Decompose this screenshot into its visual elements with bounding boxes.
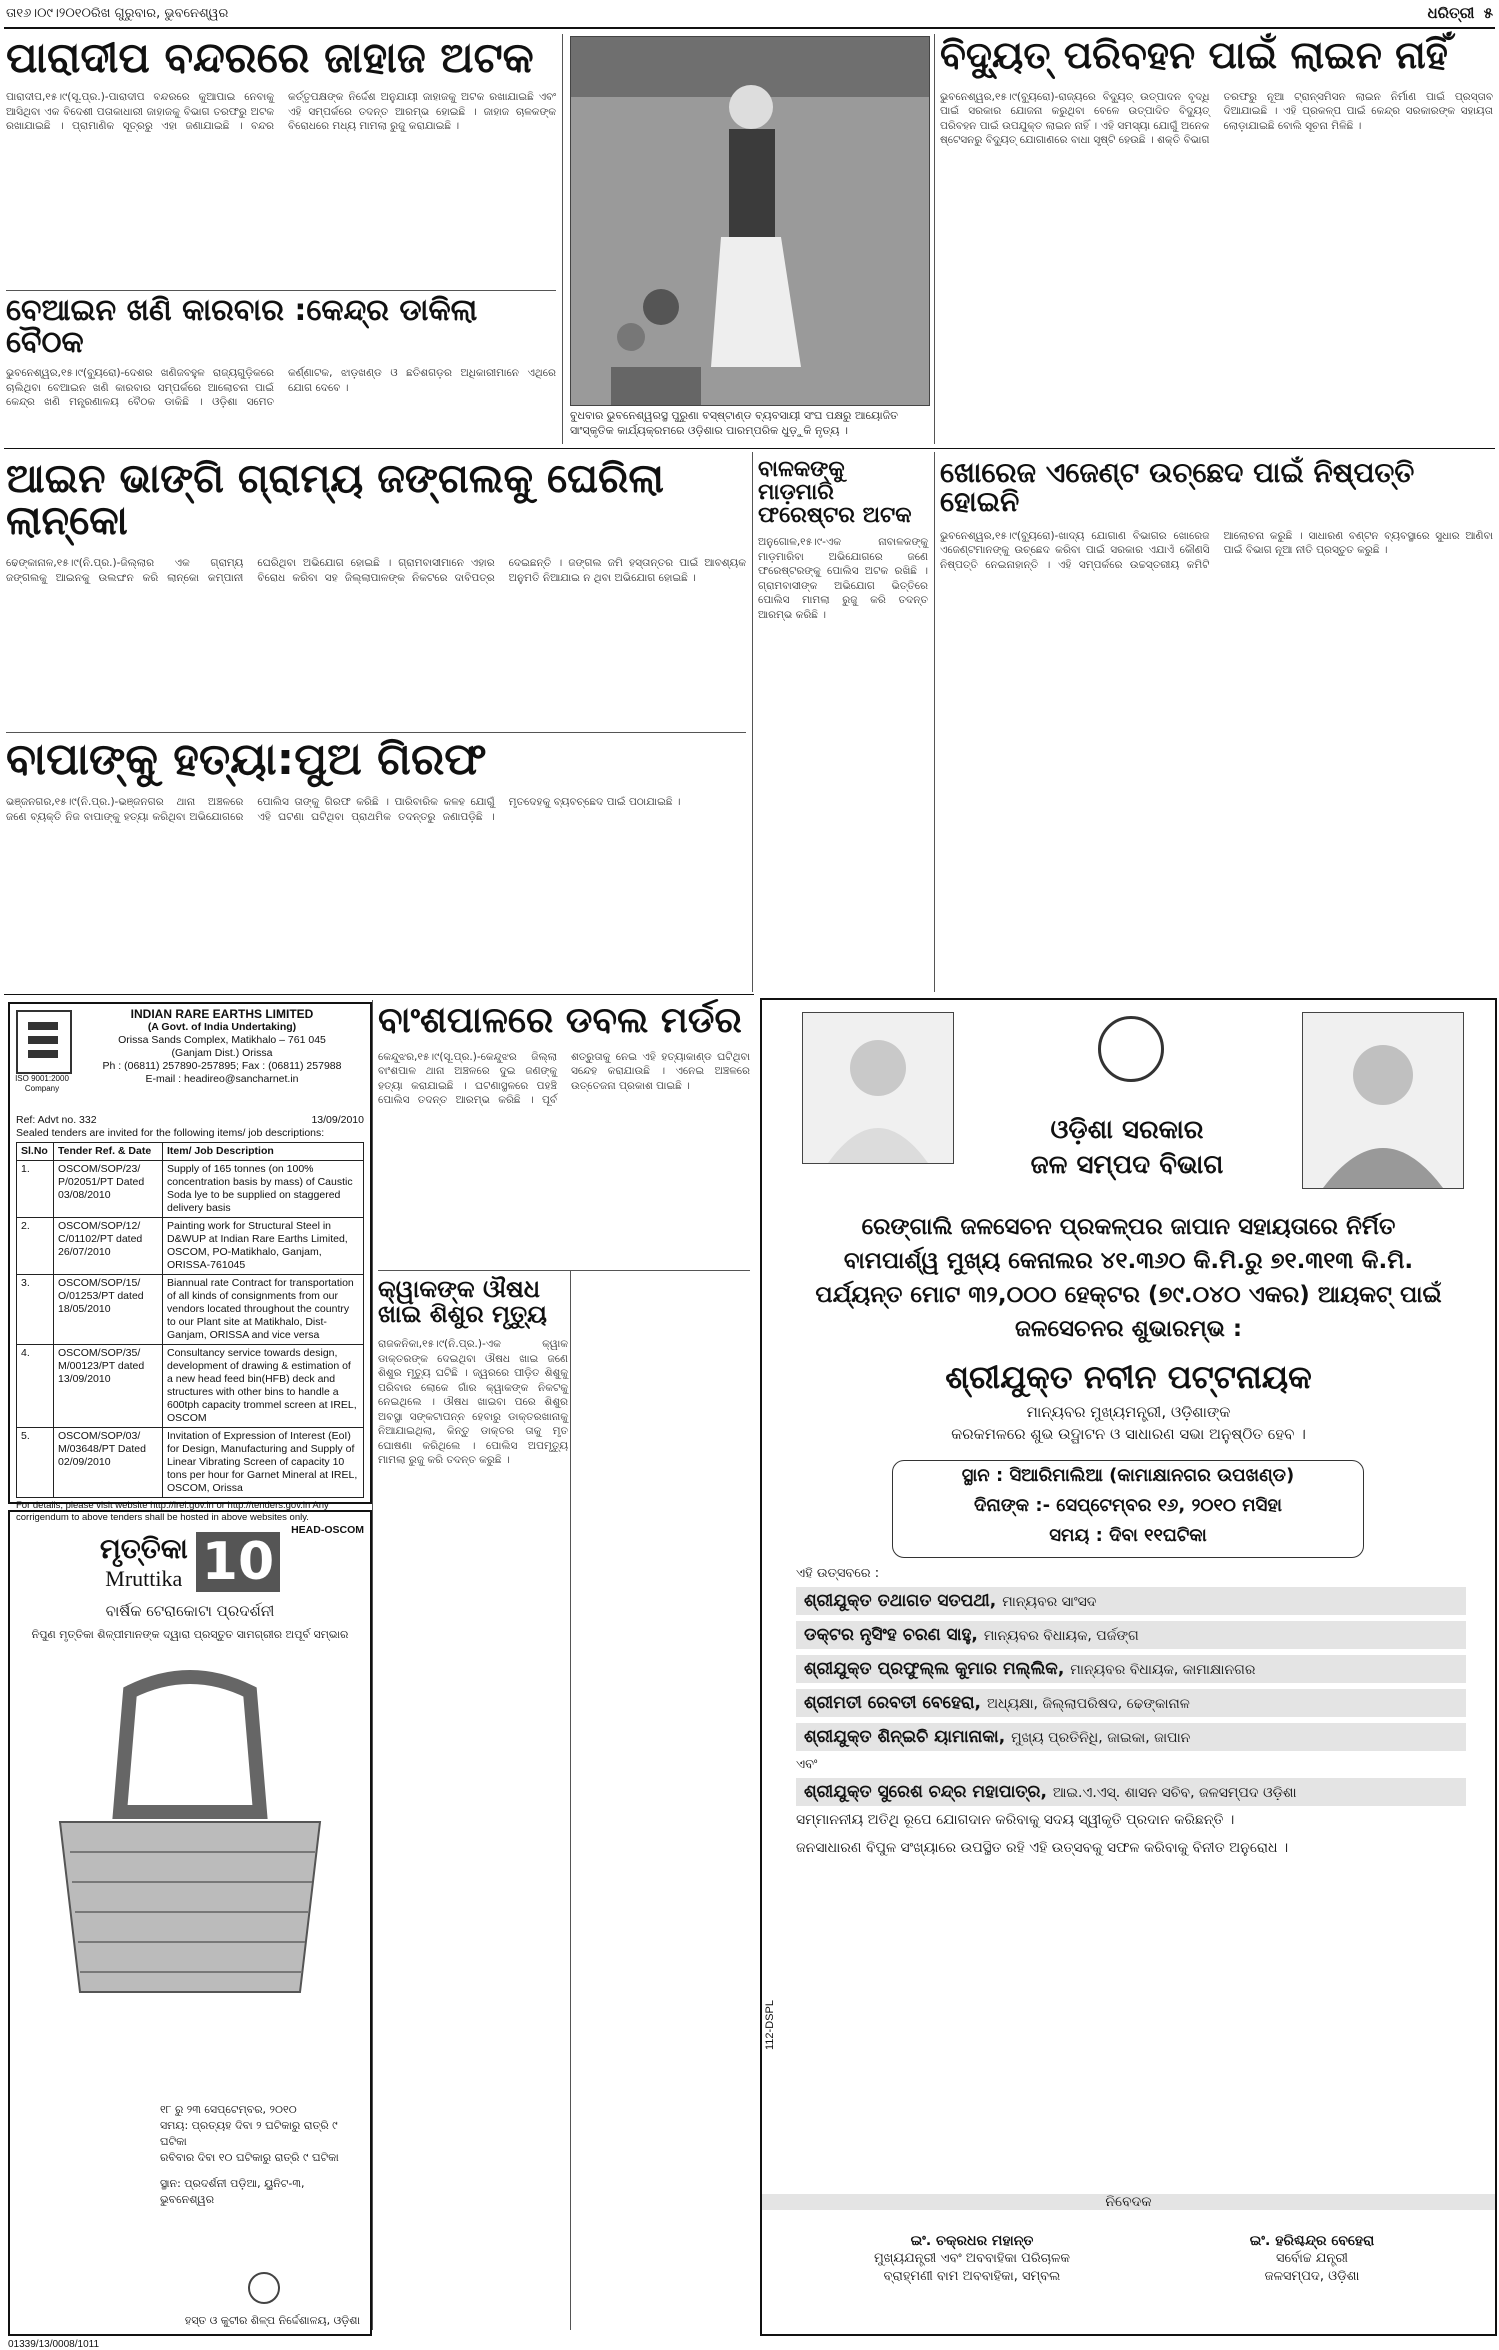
ad-code: 112-DSPL bbox=[764, 2000, 776, 2050]
article-body: ଢେଙ୍କାନାଳ,୧୫।୯(ନି.ପ୍ର.)-ଜିଲ୍ଲାର ଏକ ଗ୍ରାମ୍ୟ ଜଙ୍ଗଲକୁ ଆଇନକୁ ଉଲଙ୍ଘନ କରି ଲାନ୍କୋ କମ୍ପାନୀ ଘେରିଥିବା ଅଭିଯୋଗ ହୋଇଛି । ଗ୍ରାମବାସୀମାନେ ଏହାର ବିରୋଧ କରିବା ସହ ଜିଲ୍ଲାପାଳଙ୍କ ନିକଟରେ ଦାବିପତ୍ର ଦେଇଛନ୍ତି । ଜଙ୍ଗଲ ଜମି ହସ୍ତାନ୍ତର ପାଇଁ ଆବଶ୍ୟକ ଅନୁମତି ନିଆଯାଇ ନ ଥିବା ଅଭିଯୋଗ ହୋଇଛି । bbox=[6, 557, 746, 584]
official-photo bbox=[1302, 1012, 1464, 1189]
headline: ଆଇନ ଭାଙ୍ଗି ଗ୍ରାମ୍ୟ ଜଙ୍ଗଲକୁ ଘେରିଲା ଲାନ୍କୋ bbox=[6, 456, 664, 544]
ire-tender-ad bbox=[8, 1002, 372, 1536]
masthead-rule bbox=[4, 27, 1495, 29]
table-cell: 1. bbox=[17, 1161, 54, 1218]
iso-label: ISO 9001:2000 Company bbox=[15, 1074, 69, 1093]
mruttika-time: ସମୟ: ପ୍ରତ୍ୟହ ଦିବା ୨ ଘଟିକାରୁ ରାତ୍ରି ୯ ଘଟିକା bbox=[160, 2119, 338, 2148]
guest-row bbox=[796, 1778, 1466, 1806]
project-line-3: ପର୍ଯ୍ୟନ୍ତ ମୋଟ ୩୨,୦୦୦ ହେକ୍ଟର (୭୯.୦୪୦ ଏକର) ଆୟକଟ୍ ପାଇଁ bbox=[815, 1282, 1442, 1308]
paper-title: ଧରିତ୍ରୀ bbox=[1427, 4, 1475, 22]
guest-row bbox=[796, 1587, 1466, 1615]
guest-role: ମାନ୍ୟବର ବିଧାୟକ, ପର୍ଜଙ୍ଗ bbox=[983, 1628, 1139, 1644]
headline: ଖୋରେଜ ଏଜେଣ୍ଟ ଉଚ୍ଛେଦ ପାଇଁ ନିଷ୍ପତ୍ତି ହୋଇନି bbox=[940, 456, 1415, 519]
guest-role: ଅଧ୍ୟକ୍ଷା, ଜିଲ୍ଲାପରିଷଦ, ଢେଙ୍କାନାଳ bbox=[986, 1696, 1190, 1712]
table-cell: Painting work for Structural Steel in D&WUP at Indian Rare Earths Limited, OSCOM, PO-Matikhalo, Ganjam, ORISSA-761045 bbox=[163, 1218, 364, 1275]
table-cell: OSCOM/SOP/23/ P/02051/PT Dated 03/08/2010 bbox=[54, 1161, 163, 1218]
ire-phone: Ph : (06811) 257890-257895; Fax : (06811) 257988 bbox=[102, 1060, 342, 1072]
project-line-2: ବାମପାର୍ଶ୍ୱ ମୁଖ୍ୟ କେନାଲର ୪୧.୩୬୦ କି.ମି.ରୁ ୭୧.୩୧୩ କି.ମି. bbox=[843, 1248, 1414, 1274]
ire-address-2: (Ganjam Dist.) Orissa bbox=[171, 1047, 273, 1059]
guest-name: ଶ୍ରୀଯୁକ୍ତ ତଥାଗତ ସତପଥୀ, bbox=[804, 1591, 997, 1611]
signatory-2-name: ଇଂ. ହରିଶ୍ଚନ୍ଦ୍ର ବେହେରା bbox=[1249, 2233, 1375, 2249]
table-cell: 4. bbox=[17, 1345, 54, 1428]
cm-line: କରକମଳରେ ଶୁଭ ଉଦ୍ଘାଟନ ଓ ସାଧାରଣ ସଭା ଅନୁଷ୍ଠିତ ହେବ । bbox=[951, 1425, 1306, 1443]
table-cell: Supply of 165 tonnes (on 100% concentration basis by mass) of Caustic Soda lye to be supplied on staggered delivery basis bbox=[163, 1161, 364, 1218]
table-cell: Consultancy service towards design, development of drawing & estimation of a new head feed bin(HFB) deck and structures with other bins to handle a 600tph capacity trommel screen at IREL, OSCOM bbox=[163, 1345, 364, 1428]
article-body: ଭୁବନେଶ୍ୱର,୧୫।୯(ବ୍ୟୁରୋ)-ରାଜ୍ୟରେ ବିଦ୍ୟୁତ୍ ଉତ୍ପାଦନ ବୃଦ୍ଧି ପାଇଁ ସରକାର ଯୋଜନା କରୁଥିବା ବେଳେ ଉତ୍ପାଦିତ ବିଦ୍ୟୁତ୍ ପରିବହନ ପାଇଁ ଉପଯୁକ୍ତ ଲାଇନ ନାହିଁ । ଏହି ସମସ୍ୟା ଯୋଗୁଁ ଅନେକ ଷ୍ଟେସନରୁ ବିଦ୍ୟୁତ୍ ଯୋଗାଣରେ ବାଧା ସୃଷ୍ଟି ହେଉଛି । ଶକ୍ତି ବିଭାଗ ତରଫରୁ ନୂଆ ଟ୍ରାନ୍ସମିସନ ଲାଇନ ନିର୍ମାଣ ପାଇଁ ପ୍ରସ୍ତାବ ଦିଆଯାଇଛି । ଏହି ପ୍ରକଳ୍ପ ପାଇଁ କେନ୍ଦ୍ର ସରକାରଙ୍କ ସହାୟତା ଲୋଡ଼ାଯାଇଛି ବୋଲି ସୂଚନା ମିଳିଛି । bbox=[940, 90, 1493, 147]
cm-portrait bbox=[803, 1013, 953, 1163]
guest-row bbox=[796, 1655, 1466, 1683]
dance-photo bbox=[570, 36, 930, 406]
mruttika-ad bbox=[8, 1510, 372, 2350]
nivedak-label: ନିବେଦକ bbox=[762, 2194, 1495, 2210]
article-body: ଅନୁଗୋଳ,୧୫।୯-ଏକ ନାବାଳକଙ୍କୁ ମାଡ଼ମାରିବା ଅଭିଯୋଗରେ ଜଣେ ଫରେଷ୍ଟରଙ୍କୁ ପୋଲିସ ଅଟକ ରଖିଛି । ଗ୍ରାମବାସୀଙ୍କ ଅଭିଯୋଗ ଭିତ୍ତିରେ ପୋଲିସ ମାମଲା ରୁଜୁ କରି ତଦନ୍ତ ଆରମ୍ଭ କରିଛି । bbox=[758, 536, 928, 621]
mruttika-subtag: ନିପୁଣ ମୃତ୍ତିକା ଶିଳ୍ପୀମାନଙ୍କ ଦ୍ୱାରା ପ୍ରସ୍ତୁତ ସାମଗ୍ରୀର ଅପୂର୍ବ ସମ୍ଭାର bbox=[31, 1628, 349, 1641]
ire-intro: Sealed tenders are invited for the following items/ job descriptions: bbox=[16, 1127, 325, 1139]
table-cell: 5. bbox=[17, 1428, 54, 1498]
article-body: ଭୁବନେଶ୍ୱର,୧୫।୯(ବ୍ୟୁରୋ)-ଖାଦ୍ୟ ଯୋଗାଣ ବିଭାଗର ଖୋରେଜ ଏଜେଣ୍ଟମାନଙ୍କୁ ଉଚ୍ଛେଦ କରିବା ପାଇଁ ସରକାର ଏଯାଏଁ କୌଣସି ନିଷ୍ପତ୍ତି ନେଇନାହାନ୍ତି । ଏହି ସମ୍ପର୍କରେ ଉଚ୍ଚସ୍ତରୀୟ କମିଟି ଆଲୋଚନା କରୁଛି । ସାଧାରଣ ବଣ୍ଟନ ବ୍ୟବସ୍ଥାରେ ସୁଧାର ଆଣିବା ପାଇଁ ବିଭାଗ ନୂଆ ନୀତି ପ୍ରସ୍ତୁତ କରୁଛି । bbox=[940, 529, 1493, 571]
ire-logo-icon bbox=[18, 1012, 70, 1072]
table-cell: OSCOM/SOP/35/ M/00123/PT dated 13/09/2010 bbox=[54, 1345, 163, 1428]
article-lanco bbox=[6, 458, 746, 728]
headline: ବେଆଇନ ଖଣି କାରବାର :କେନ୍ଦ୍ର ଡାକିଲା ବୈଠକ bbox=[6, 293, 478, 360]
guest-role: ମାନ୍ୟବର ବିଧାୟକ, କାମାକ୍ଷାନଗର bbox=[1070, 1662, 1256, 1678]
article-bapa bbox=[6, 732, 746, 989]
table-cell: 3. bbox=[17, 1275, 54, 1345]
article-body: ଭଞ୍ଜନଗର,୧୫।୯(ନି.ପ୍ର.)-ଭଞ୍ଜନଗର ଥାନା ଅଞ୍ଚଳରେ ଜଣେ ବ୍ୟକ୍ତି ନିଜ ବାପାଙ୍କୁ ହତ୍ୟା କରିଥିବା ଅଭିଯୋଗରେ ପୋଲିସ ତାଙ୍କୁ ଗିରଫ କରିଛି । ପାରିବାରିକ କଳହ ଯୋଗୁଁ ଏହି ଘଟଣା ଘଟିଥିବା ପ୍ରାଥମିକ ତଦନ୍ତରୁ ଜଣାପଡ଼ିଛି । ମୃତଦେହକୁ ବ୍ୟବଚ୍ଛେଦ ପାଇଁ ପଠାଯାଇଛି । bbox=[6, 796, 681, 823]
guest-row bbox=[796, 1689, 1466, 1717]
headline: ବାଳକଙ୍କୁ ମାଡ଼ମାରି ଫରେଷ୍ଟର ଅଟକ bbox=[758, 457, 912, 529]
headline: ବାପାଙ୍କୁ ହତ୍ୟା:ପୁଅ ଗିରଫ bbox=[6, 734, 487, 785]
guest-name: ଶ୍ରୀଯୁକ୍ତ ଶିନ୍ଇଚି ୟାମାନାକା, bbox=[804, 1727, 1006, 1747]
cm-photo bbox=[802, 1012, 954, 1164]
signatory-2-title: ସର୍ବୋଚ୍ଚ ଯନ୍ତ୍ରୀ bbox=[1275, 2251, 1349, 2266]
odisha-govt-emblem-icon bbox=[1098, 1016, 1164, 1082]
mruttika-footer: ହସ୍ତ ଓ କୁଟୀର ଶିଳ୍ପ ନିର୍ଦ୍ଦେଶାଳୟ, ଓଡ଼ିଶା bbox=[184, 2314, 360, 2327]
ire-address: Orissa Sands Complex, Matikhalo – 761 045 bbox=[118, 1034, 326, 1046]
odisha-emblem-icon bbox=[248, 2272, 280, 2304]
venue: ସ୍ଥାନ : ସିଆରିମାଲିଆ (କାମାକ୍ଷାନଗର ଉପଖଣ୍ଡ) bbox=[961, 1465, 1295, 1486]
table-row bbox=[17, 1161, 364, 1218]
headline: ପାରାଦୀପ ବନ୍ଦରରେ ଜାହାଜ ଅଟକ bbox=[6, 33, 534, 82]
guest-row bbox=[796, 1621, 1466, 1649]
ire-email: E-mail : headireo@sancharnet.in bbox=[145, 1073, 299, 1085]
article-khorej bbox=[940, 458, 1493, 988]
guest-list bbox=[796, 1587, 1466, 1751]
mruttika-venue: ସ୍ଥାନ: ପ୍ରଦର୍ଶନୀ ପଡ଼ିଆ, ୟୁନିଟ-୩, ଭୁବନେଶ୍ୱର bbox=[160, 2177, 305, 2206]
ire-subtitle: (A Govt. of India Undertaking) bbox=[147, 1021, 297, 1033]
mruttika-tagline: ବାର୍ଷିକ ଟେରାକୋଟା ପ୍ରଦର୍ଶନୀ bbox=[105, 1602, 275, 1620]
headline: ବାଂଶପାଳରେ ଡବଲ ମର୍ଡର bbox=[378, 1000, 742, 1041]
event-time: ସମୟ : ଦିବା ୧୧ଘଟିକା bbox=[1049, 1525, 1207, 1546]
table-row bbox=[17, 1218, 364, 1275]
date-line: ତା୧୬।୦୯।୨୦୧୦ରିଖ ଗୁରୁବାର, ଭୁବନେଶ୍ୱର bbox=[6, 6, 229, 21]
mruttika-code: 01339/13/0008/1011 bbox=[8, 2339, 100, 2350]
ire-ref-date: 13/09/2010 bbox=[311, 1114, 364, 1126]
table-row bbox=[17, 1428, 364, 1498]
tender-table bbox=[16, 1142, 364, 1498]
mruttika-logo bbox=[100, 1532, 280, 1592]
guest-name: ଶ୍ରୀଯୁକ୍ତ ସୁରେଶ ଚନ୍ଦ୍ର ମହାପାତ୍ର, bbox=[804, 1782, 1047, 1802]
mruttika-dates: ୧୮ ରୁ ୨୩ ସେପ୍ଟେମ୍ବର, ୨୦୧୦ bbox=[160, 2103, 297, 2116]
article-paradip bbox=[6, 33, 556, 286]
article-banshapal bbox=[378, 1002, 750, 1260]
guest-role: ଆଇ.ଏ.ଏସ୍. ଶାସନ ସଚିବ, ଜଳସମ୍ପଦ ଓଡ଼ିଶା bbox=[1052, 1785, 1297, 1801]
ire-ref bbox=[16, 1114, 364, 1127]
guest-role: ମାନ୍ୟବର ସାଂସଦ bbox=[1002, 1594, 1097, 1610]
table-header: Item/ Job Description bbox=[163, 1143, 364, 1161]
honour-line: ସମ୍ମାନନୀୟ ଅତିଥି ରୂପେ ଯୋଗଦାନ କରିବାକୁ ସଦୟ ସ୍ୱୀକୃତି ପ୍ରଦାନ କରିଛନ୍ତି । bbox=[796, 1812, 1235, 1828]
signatory-1-title: ମୁଖ୍ୟଯନ୍ତ୍ରୀ ଏବଂ ଅବବାହିକା ପରିଚାଳକ bbox=[873, 2251, 1071, 2266]
article-khani bbox=[6, 290, 556, 443]
article-balaka bbox=[758, 458, 928, 988]
signatory-1-name: ଇଂ. ଚକ୍ରଧର ମହାନ୍ତ bbox=[910, 2233, 1034, 2249]
guest-name: ଶ୍ରୀମତୀ ରେବତୀ ବେହେରା, bbox=[804, 1693, 981, 1713]
appeal-line: ଜନସାଧାରଣ ବିପୁଳ ସଂଖ୍ୟାରେ ଉପସ୍ଥିତ ରହି ଏହି ଉତ୍ସବକୁ ସଫଳ କରିବାକୁ ବିନୀତ ଅନୁରୋଧ । bbox=[796, 1840, 1289, 1856]
article-body: ରାଜକନିକା,୧୫।୯(ନି.ପ୍ର.)-ଏକ କ୍ୱାକ ଡାକ୍ତରଙ୍କ ଦେଇଥିବା ଔଷଧ ଖାଇ ଜଣେ ଶିଶୁର ମୃତ୍ୟୁ ଘଟିଛି । ଜ୍ୱରରେ ପୀଡ଼ିତ ଶିଶୁକୁ ପରିବାର ଲୋକେ ଗାଁର କ୍ୱାକଙ୍କ ନିକଟକୁ ନେଇଥିଲେ । ଔଷଧ ଖାଇବା ପରେ ଶିଶୁର ଅବସ୍ଥା ସଙ୍କଟାପନ୍ନ ହେବାରୁ ଡାକ୍ତରଖାନାକୁ ନିଆଯାଇଥିଲା, କିନ୍ତୁ ଡାକ୍ତର ତାକୁ ମୃତ ଘୋଷଣା କରିଥିଲେ । ପୋଲିସ ଅପମୃତ୍ୟୁ ମାମଲା ରୁଜୁ କରି ତଦନ୍ତ କରୁଛି । bbox=[378, 1338, 568, 1467]
table-cell: OSCOM/SOP/12/ C/01102/PT dated 26/07/2010 bbox=[54, 1218, 163, 1275]
cm-title: ମାନ୍ୟବର ମୁଖ୍ୟମନ୍ତ୍ରୀ, ଓଡ଼ିଶାଙ୍କ bbox=[1026, 1403, 1231, 1421]
mruttika-brand-en: Mruttika bbox=[105, 1566, 183, 1591]
masthead bbox=[6, 3, 1493, 27]
table-header: Tender Ref. & Date bbox=[54, 1143, 163, 1161]
basket-illustration bbox=[20, 1672, 360, 2002]
cm-name: ଶ୍ରୀଯୁକ୍ତ ନବୀନ ପଟ୍ଟନାୟକ bbox=[945, 1358, 1312, 1396]
article-quack bbox=[378, 1270, 750, 2333]
event-date: ଦିନାଙ୍କ :- ସେପ୍ଟେମ୍ବର ୧୬, ୨୦୧୦ ମସିହା bbox=[974, 1495, 1282, 1516]
ire-ref-no: Ref: Advt no. 332 bbox=[16, 1114, 97, 1126]
article-vidyut bbox=[940, 33, 1493, 444]
table-cell: Invitation of Expression of Interest (EoI) for Design, Manufacturing and Supply of Linear Vibrating Screen of capacity 10 tons per hour for Garnet Mineral at IREL, OSCOM, Orissa bbox=[163, 1428, 364, 1498]
headline: ବିଦ୍ୟୁତ୍ ପରିବହନ ପାଇଁ ଲାଇନ ନାହିଁ bbox=[940, 33, 1448, 77]
table-cell: OSCOM/SOP/03/ M/03648/PT Dated 02/09/2010 bbox=[54, 1428, 163, 1498]
article-body: ଭୁବନେଶ୍ୱର,୧୫।୯(ବ୍ୟୁରୋ)-ଦେଶର ଖଣିଜବହୁଳ ରାଜ୍ୟଗୁଡ଼ିକରେ ଚାଲିଥିବା ବେଆଇନ ଖଣି କାରବାର ସମ୍ପର୍କରେ ଆଲୋଚନା ପାଇଁ କେନ୍ଦ୍ର ଖଣି ମନ୍ତ୍ରଣାଳୟ ବୈଠକ ଡାକିଛି । ଓଡ଼ିଶା ସମେତ କର୍ଣ୍ଣାଟକ, ଝାଡ଼ଖଣ୍ଡ ଓ ଛତିଶଗଡ଼ର ଅଧିକାରୀମାନେ ଏଥିରେ ଯୋଗ ଦେବେ । bbox=[6, 367, 556, 408]
guest-name: ଡକ୍ଟର ନୃସିଂହ ଚରଣ ସାହୁ, bbox=[804, 1625, 978, 1645]
guest-role: ମୁଖ୍ୟ ପ୍ରତିନିଧି, ଜାଇକା, ଜାପାନ bbox=[1011, 1730, 1191, 1746]
and-label: ଏବଂ bbox=[796, 1757, 818, 1772]
table-cell: Biannual rate Contract for transportation of all kinds of consignments from our vendors located throughout the country to our Plant site at Matikhalo, Dist-Ganjam, ORISSA and vice versa bbox=[163, 1275, 364, 1345]
table-header: Sl.No bbox=[17, 1143, 54, 1161]
guest-row bbox=[796, 1723, 1466, 1751]
gov-jal-sampad-ad bbox=[760, 998, 1497, 2336]
guest-name: ଶ୍ରୀଯୁକ୍ତ ପ୍ରଫୁଲ୍ଲ କୁମାର ମଲ୍ଲିକ, bbox=[804, 1659, 1065, 1679]
ire-logo bbox=[16, 1010, 72, 1074]
photo-caption: ବୁଧବାର ଭୁବନେଶ୍ୱରସ୍ଥ ପୁରୁଣା ବସ୍ଷ୍ଟାଣ୍ଡ ବ୍ୟବସାୟୀ ସଂଘ ପକ୍ଷରୁ ଆୟୋଜିତ ସାଂସ୍କୃତିକ କାର୍ଯ୍ୟକ୍ରମରେ ଓଡ଼ିଶାର ପାରମ୍ପରିକ ଧୁଡ଼ୁକି ନୃତ୍ୟ । bbox=[570, 409, 899, 437]
mruttika-brand-odia: ମୃତ୍ତିକା bbox=[99, 1532, 188, 1565]
page-number: ୫ bbox=[1483, 4, 1493, 22]
occasion-label: ଏହି ଉତ୍ସବରେ : bbox=[796, 1566, 880, 1581]
dancer-illustration bbox=[571, 37, 929, 405]
signatory-2-office: ଜଳସମ୍ପଦ, ଓଡ଼ିଶା bbox=[1264, 2269, 1360, 2284]
table-cell: 2. bbox=[17, 1218, 54, 1275]
official-portrait bbox=[1303, 1013, 1463, 1188]
gov-dept-1: ଓଡ଼ିଶା ସରକାର bbox=[1050, 1115, 1204, 1145]
ire-header bbox=[10, 1004, 370, 1114]
table-row bbox=[17, 1275, 364, 1345]
headline: କ୍ୱାକଙ୍କ ଔଷଧ ଖାଇ ଶିଶୁର ମୃତ୍ୟୁ bbox=[378, 1275, 547, 1329]
project-line-4: ଜଳସେଚନର ଶୁଭାରମ୍ଭ : bbox=[1014, 1316, 1243, 1342]
ire-head-oscom: HEAD-OSCOM bbox=[291, 1524, 364, 1536]
article-body: ପାରାଦୀପ,୧୫।୯(ସୂ.ପ୍ର.)-ପାରାଦୀପ ବନ୍ଦରରେ କୁଆପାଇ ନେବାକୁ ଆସିଥିବା ଏକ ବିଦେଶୀ ପତାକାଧାରୀ ଜାହାଜକୁ ବିଭାଗ ତରଫରୁ ଅଟକ ରଖାଯାଇଛି । ପ୍ରାମାଣିକ ସୂତ୍ରରୁ ଏହା ଜଣାଯାଇଛି । ବନ୍ଦର କର୍ତ୍ତୃପକ୍ଷଙ୍କ ନିର୍ଦ୍ଦେଶ ଅନୁଯାୟୀ ଜାହାଜକୁ ଅଟକ ରଖାଯାଇଛି ଏବଂ ଏହି ସମ୍ପର୍କରେ ତଦନ୍ତ ଆରମ୍ଭ ହୋଇଛି । ଜାହାଜ ଚାଳକଙ୍କ ବିରୋଧରେ ମଧ୍ୟ ମାମଲା ରୁଜୁ କରାଯାଇଛି । bbox=[6, 91, 556, 133]
project-line-1: ରେଙ୍ଗାଲି ଜଳସେଚନ ପ୍ରକଳ୍ପର ଜାପାନ ସହାୟତାରେ ନିର୍ମିତ bbox=[861, 1214, 1396, 1240]
ire-footer: For details, please visit website http://irel.gov.in or http://tenders.gov.in Any corrigendum to above tenders shall be hosted in above websites only. bbox=[16, 1500, 329, 1523]
paper-name bbox=[1428, 4, 1493, 22]
mruttika-number: 10 bbox=[196, 1532, 280, 1592]
mruttika-time-sunday: ରବିବାର ଦିବା ୧୦ ଘଟିକାରୁ ରାତ୍ରି ୯ ଘଟିକା bbox=[160, 2151, 339, 2164]
venue-box bbox=[892, 1460, 1364, 1558]
ire-company: INDIAN RARE EARTHS LIMITED bbox=[130, 1007, 314, 1021]
article-body: କେନ୍ଦୁଝର,୧୫।୯(ସୂ.ପ୍ର.)-କେନ୍ଦୁଝର ଜିଲ୍ଲା ବାଂଶପାଳ ଥାନା ଅଞ୍ଚଳରେ ଦୁଇ ଜଣଙ୍କୁ ହତ୍ୟା କରାଯାଇଛି । ଘଟଣାସ୍ଥଳରେ ପହଞ୍ଚି ପୋଲିସ ତଦନ୍ତ ଆରମ୍ଭ କରିଛି । ପୂର୍ବ ଶତ୍ରୁତାକୁ ନେଇ ଏହି ହତ୍ୟାକାଣ୍ଡ ଘଟିଥିବା ସନ୍ଦେହ କରାଯାଉଛି । ଏନେଇ ଅଞ୍ଚଳରେ ଉତ୍ତେଜନା ପ୍ରକାଶ ପାଇଛି । bbox=[378, 1050, 750, 1107]
signatory-1-office: ବ୍ରାହ୍ମଣୀ ବାମ ଅବବାହିକା, ସମ୍ବଲ bbox=[883, 2269, 1061, 2284]
table-cell: OSCOM/SOP/15/ O/01253/PT dated 18/05/2010 bbox=[54, 1275, 163, 1345]
table-row bbox=[17, 1345, 364, 1428]
gov-dept-2: ଜଳ ସମ୍ପଦ ବିଭାଗ bbox=[1030, 1150, 1224, 1180]
